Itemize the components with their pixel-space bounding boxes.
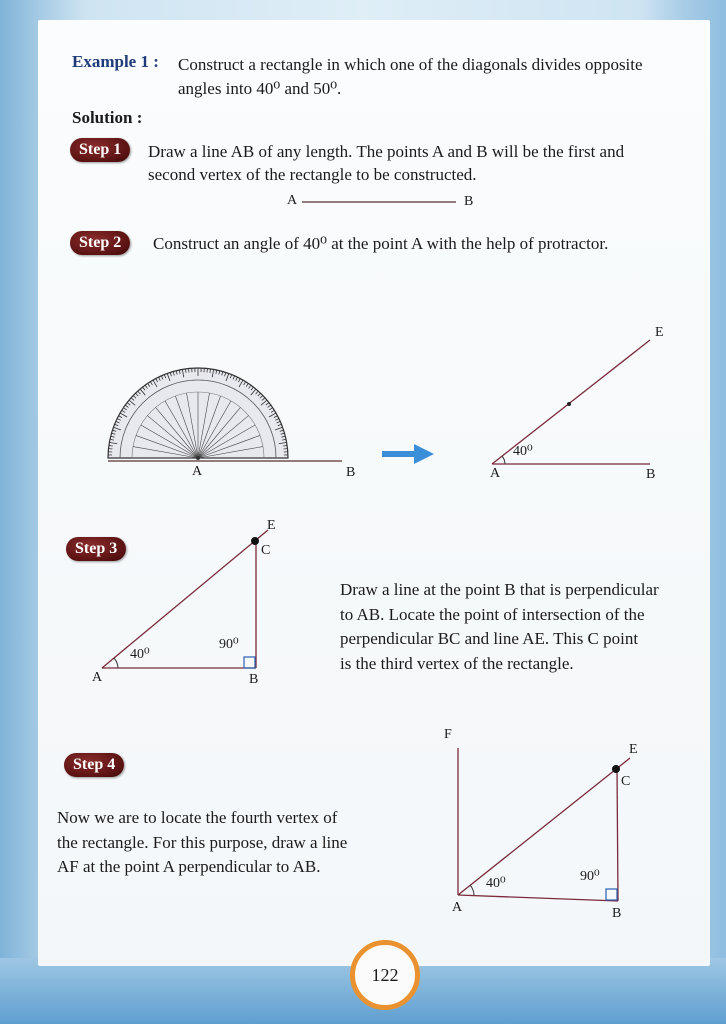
step1-text-line2: second vertex of the rectangle to be constructed. <box>148 165 477 184</box>
step1-badge: Step 1 <box>70 138 130 162</box>
step3-label-b: B <box>249 672 259 687</box>
step4-label-b: B <box>612 906 622 921</box>
step3-label-e: E <box>267 518 276 533</box>
step3-text-line3: perpendicular BC and line AE. This C point <box>340 629 639 648</box>
step3-text-line1: Draw a line at the point B that is perpendicular <box>340 580 659 599</box>
step4-badge: Step 4 <box>64 753 124 777</box>
step4-label-a: A <box>452 900 463 915</box>
step3-angle-90: 90⁰ <box>219 637 239 652</box>
step3-figure <box>102 530 271 668</box>
step4-angle-90: 90⁰ <box>580 869 600 884</box>
example-text-line2: angles into 40⁰ and 50⁰. <box>178 79 342 98</box>
angle-label-e: E <box>655 325 664 340</box>
step4-angle-40: 40⁰ <box>486 876 506 891</box>
step4-text-line1: Now we are to locate the fourth vertex of <box>57 808 338 827</box>
step1-point-a: A <box>287 193 298 208</box>
angle-label-b: B <box>646 467 656 482</box>
protractor-icon <box>108 368 288 460</box>
step3-label-a: A <box>92 670 103 685</box>
step2-badge: Step 2 <box>70 231 130 255</box>
step3-label-c: C <box>261 543 271 558</box>
step4-text-line2: the rectangle. For this purpose, draw a line <box>57 833 348 852</box>
step3-text-line4: is the third vertex of the rectangle. <box>340 654 574 673</box>
step4-label-f: F <box>444 727 452 742</box>
right-arrow-icon <box>382 444 434 464</box>
step2-text: Construct an angle of 40⁰ at the point A with the help of protractor. <box>153 234 609 253</box>
example-text-line1: Construct a rectangle in which one of the diagonals divides opposite <box>178 55 643 74</box>
angle-value-40: 40⁰ <box>513 444 533 459</box>
step3-angle-40: 40⁰ <box>130 647 150 662</box>
angle-label-a: A <box>490 466 501 481</box>
protractor-label-b: B <box>346 465 356 480</box>
page-number: 122 <box>371 964 399 985</box>
page-number-badge <box>350 940 420 1010</box>
solution-label: Solution : <box>72 108 143 127</box>
example-label: Example 1 : <box>72 52 159 71</box>
step4-label-e: E <box>629 742 638 757</box>
step3-badge: Step 3 <box>66 537 126 561</box>
step3-text-line2: to AB. Locate the point of intersection of the <box>340 605 645 624</box>
step1-point-b: B <box>464 194 474 209</box>
protractor-label-a: A <box>192 464 203 479</box>
step4-label-c: C <box>621 774 631 789</box>
step4-figure <box>458 748 630 901</box>
step4-text-line3: AF at the point A perpendicular to AB. <box>57 857 321 876</box>
step1-text-line1: Draw a line AB of any length. The points A and B will be the first and <box>148 142 625 161</box>
